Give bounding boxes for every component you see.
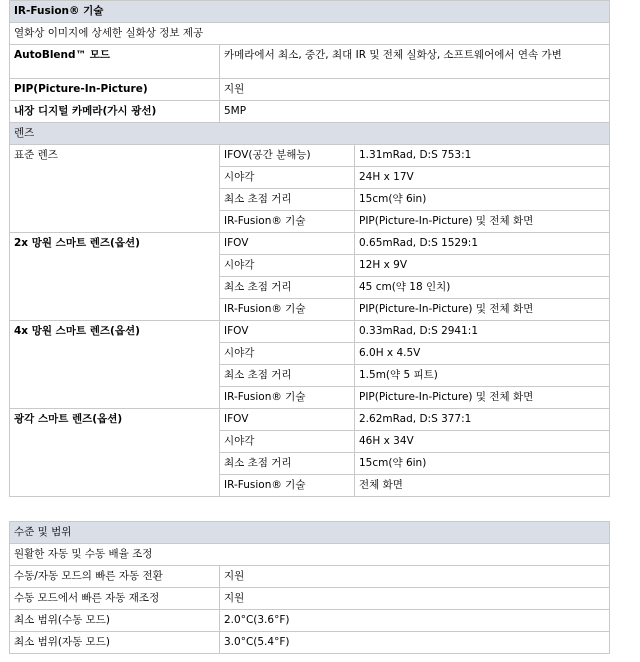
lens-spec-label: IR-Fusion® 기술 <box>220 211 355 233</box>
lens-group-name: 표준 렌즈 <box>10 145 220 233</box>
spec-value: 카메라에서 최소, 중간, 최대 IR 및 전체 실화상, 소프트웨어에서 연속 가변 <box>220 45 610 79</box>
spec-value: 지원 <box>220 588 610 610</box>
lens-spec-value: 2.62mRad, D:S 377:1 <box>355 409 610 431</box>
level-span-description: 원활한 자동 및 수동 배율 조정 <box>10 544 610 566</box>
lens-spec-value: PIP(Picture-In-Picture) 및 전체 화면 <box>355 387 610 409</box>
lens-spec-value: 45 cm(약 18 인치) <box>355 277 610 299</box>
lens-spec-label: 최소 초점 거리 <box>220 453 355 475</box>
lens-spec-label: 최소 초점 거리 <box>220 189 355 211</box>
ir-fusion-header: IR-Fusion® 기술 <box>10 1 610 23</box>
spec-value: 지원 <box>220 79 610 101</box>
lens-spec-label: 시야각 <box>220 255 355 277</box>
lens-spec-label: 최소 초점 거리 <box>220 277 355 299</box>
lens-spec-value: PIP(Picture-In-Picture) 및 전체 화면 <box>355 299 610 321</box>
lens-spec-value: 6.0H x 4.5V <box>355 343 610 365</box>
lens-spec-label: IR-Fusion® 기술 <box>220 387 355 409</box>
lens-spec-label: 시야각 <box>220 343 355 365</box>
lens-spec-value: 0.65mRad, D:S 1529:1 <box>355 233 610 255</box>
lens-spec-label: IFOV(공간 분해능) <box>220 145 355 167</box>
level-span-header: 수준 및 범위 <box>10 522 610 544</box>
lens-spec-value: 0.33mRad, D:S 2941:1 <box>355 321 610 343</box>
lens-header: 렌즈 <box>10 123 610 145</box>
lens-group-name: 4x 망원 스마트 렌즈(옵션) <box>10 321 220 409</box>
spec-value: 2.0°C(3.6°F) <box>220 610 610 632</box>
lens-spec-value: 12H x 9V <box>355 255 610 277</box>
lens-group-name: 광각 스마트 렌즈(옵션) <box>10 409 220 497</box>
spec-label: 최소 범위(수동 모드) <box>10 610 220 632</box>
lens-spec-value: 전체 화면 <box>355 475 610 497</box>
spec-label: 수동 모드에서 빠른 자동 재조정 <box>10 588 220 610</box>
spec-label: PIP(Picture-In-Picture) <box>10 79 220 101</box>
ir-fusion-lens-table <box>9 0 610 497</box>
lens-spec-label: 최소 초점 거리 <box>220 365 355 387</box>
lens-spec-value: PIP(Picture-In-Picture) 및 전체 화면 <box>355 211 610 233</box>
spec-label: 수동/자동 모드의 빠른 자동 전환 <box>10 566 220 588</box>
lens-spec-label: 시야각 <box>220 167 355 189</box>
lens-spec-label: 시야각 <box>220 431 355 453</box>
lens-spec-label: IR-Fusion® 기술 <box>220 475 355 497</box>
lens-spec-value: 1.31mRad, D:S 753:1 <box>355 145 610 167</box>
spec-label: 내장 디지털 카메라(가시 광선) <box>10 101 220 123</box>
lens-spec-value: 15cm(약 6in) <box>355 189 610 211</box>
lens-group-name: 2x 망원 스마트 렌즈(옵션) <box>10 233 220 321</box>
lens-spec-label: IFOV <box>220 409 355 431</box>
spec-value: 5MP <box>220 101 610 123</box>
spec-label: AutoBlend™ 모드 <box>10 45 220 79</box>
lens-spec-value: 15cm(약 6in) <box>355 453 610 475</box>
lens-spec-value: 1.5m(약 5 피트) <box>355 365 610 387</box>
spec-value: 지원 <box>220 566 610 588</box>
lens-spec-label: IR-Fusion® 기술 <box>220 299 355 321</box>
lens-spec-label: IFOV <box>220 321 355 343</box>
lens-spec-value: 46H x 34V <box>355 431 610 453</box>
spec-value: 3.0°C(5.4°F) <box>220 632 610 654</box>
level-span-table <box>9 521 610 654</box>
lens-spec-value: 24H x 17V <box>355 167 610 189</box>
ir-fusion-description: 열화상 이미지에 상세한 실화상 정보 제공 <box>10 23 610 45</box>
spec-label: 최소 범위(자동 모드) <box>10 632 220 654</box>
lens-spec-label: IFOV <box>220 233 355 255</box>
